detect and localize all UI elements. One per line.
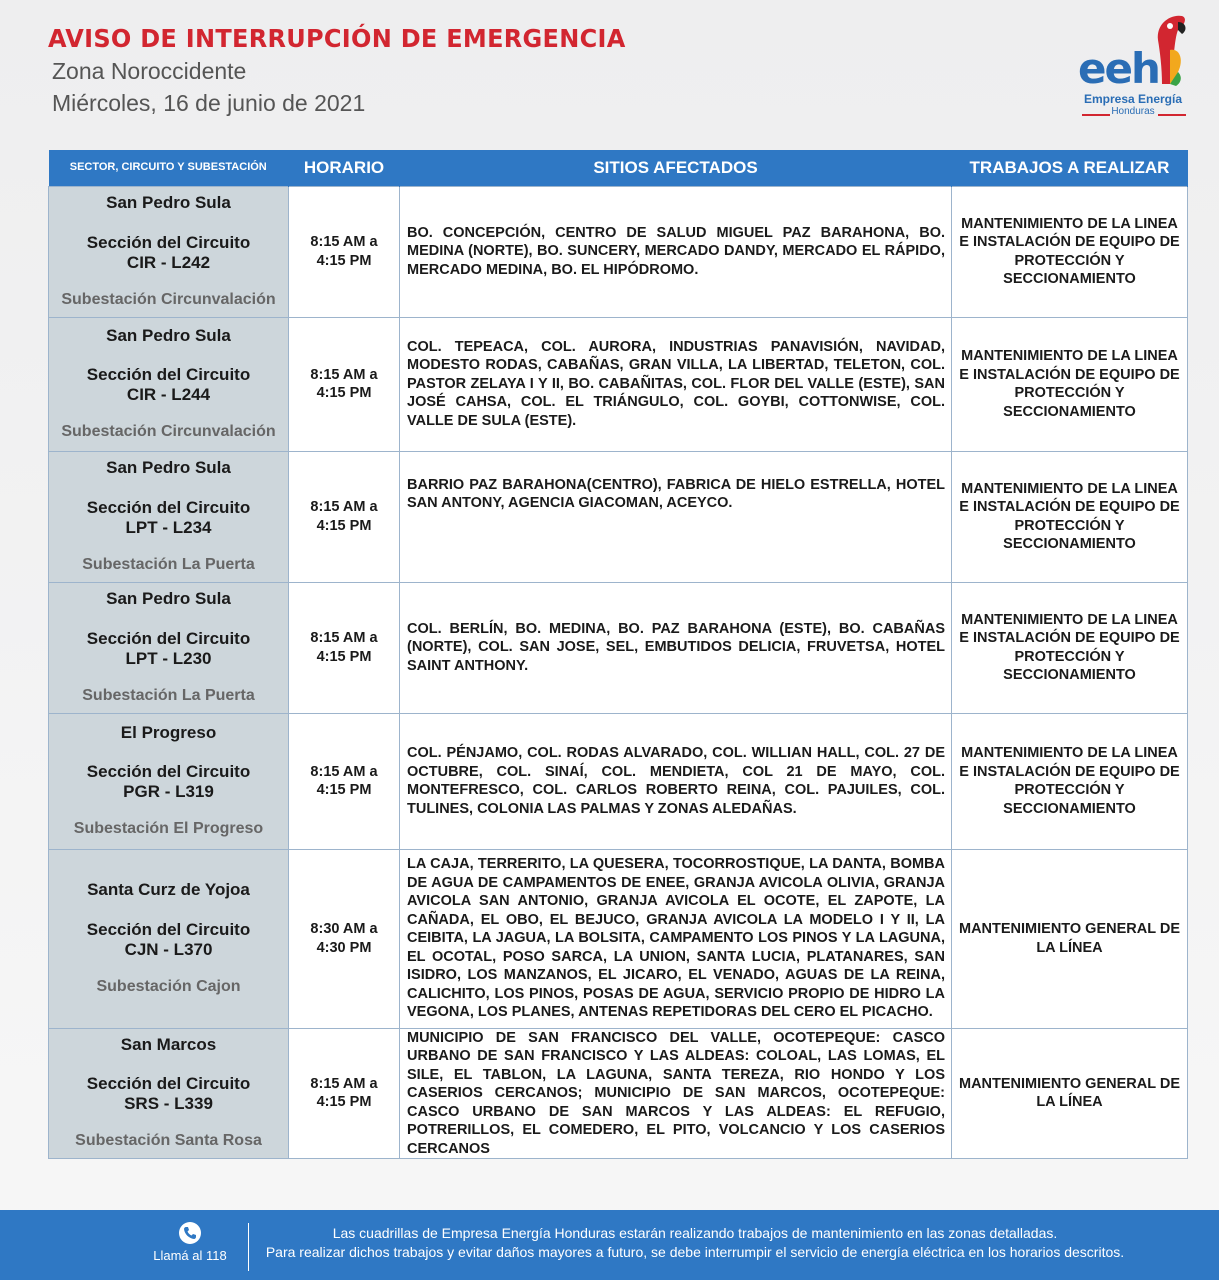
hours-start: 8:15 AM a — [310, 234, 378, 250]
hours-end: 4:30 PM — [316, 939, 372, 956]
circuit-section: Sección del Circuito — [86, 497, 251, 517]
work-cell: MANTENIMIENTO GENERAL DE LA LÍNEA — [952, 1028, 1188, 1159]
col-header-sites: SITIOS AFECTADOS — [400, 150, 952, 186]
sites-cell: COL. TEPEACA, COL. AURORA, INDUSTRIAS PANAVISIÓN, NAVIDAD, MODESTO RODAS, CABAÑAS, GRAN VILLA, LA LIBERTAD, TELETON, COL. PASTOR ZELAYA I Y II, BO. CABAÑITAS, COL. FLOR DEL VALLE (ESTE), SAN JOSÉ CAHSA, COL. EL TRIÁNGULO, COL. GOYBI, COTTONWISE, COL. VALLE DE SULA (ESTE). — [400, 317, 952, 451]
table-row — [49, 582, 1188, 713]
sector-cell — [49, 186, 289, 317]
table-row — [49, 186, 1188, 317]
hours-end: 4:15 PM — [316, 648, 372, 665]
sector-cell — [49, 582, 289, 713]
hours-cell — [289, 451, 400, 582]
hours-start: 8:15 AM a — [310, 499, 378, 515]
circuit-section: Sección del Circuito — [86, 232, 251, 252]
substation-name: Subestación La Puerta — [82, 555, 255, 573]
hours-cell — [289, 1028, 400, 1159]
sites-cell: COL. BERLÍN, BO. MEDINA, BO. PAZ BARAHONA (ESTE), BO. CABAÑAS (NORTE), COL. SAN JOSE, SEL, EMBUTIDOS DELICIA, FRUVETSA, HOTEL SAINT ANTHONY. — [400, 582, 952, 713]
sector-city: El Progreso — [120, 722, 217, 742]
hours-cell — [289, 186, 400, 317]
table-row — [49, 317, 1188, 451]
circuit-section: Sección del Circuito — [86, 762, 251, 781]
substation-name: Subestación La Puerta — [82, 686, 255, 704]
sites-cell: COL. PÉNJAMO, COL. RODAS ALVARADO, COL. WILLIAN HALL, COL. 27 DE OCTUBRE, COL. SINAÍ, COL. MENDIETA, COL 21 DE MAYO, COL. MONTEFRESCO, COL. CARLOS ROBERTO REINA, COL. PAJUILES, COL. TULINES, COLONIA LAS PALMAS Y ZONAS ALEDAÑAS. — [400, 713, 952, 849]
date-subtitle: Miércoles, 16 de junio de 2021 — [52, 90, 366, 116]
circuit-section: Sección del Circuito — [86, 1074, 251, 1094]
footer-banner — [0, 1210, 1219, 1280]
substation-name: Subestación El Progreso — [73, 820, 264, 837]
hours-start: 8:15 AM a — [310, 1075, 378, 1092]
sector-city: San Pedro Sula — [106, 325, 231, 345]
logo-wordmark: eeh — [1078, 44, 1159, 93]
logo-country: Honduras — [1111, 106, 1155, 117]
table-header-row — [49, 150, 1188, 186]
footer-divider — [248, 1223, 249, 1271]
circuit-code: PGR - L319 — [123, 782, 214, 801]
eeh-logo — [1070, 10, 1195, 118]
circuit-code: CIR - L242 — [126, 252, 211, 272]
sector-cell — [49, 317, 289, 451]
sector-city: San Marcos — [120, 1034, 217, 1054]
table-row — [49, 849, 1188, 1028]
table-row — [49, 1028, 1188, 1159]
substation-name: Subestación Circunvalación — [61, 290, 276, 308]
work-cell: MANTENIMIENTO GENERAL DE LA LÍNEA — [952, 849, 1188, 1028]
substation-name: Subestación Cajon — [96, 977, 241, 995]
circuit-section: Sección del Circuito — [86, 919, 251, 939]
sector-cell — [49, 713, 289, 849]
page-title: AVISO DE INTERRUPCIÓN DE EMERGENCIA — [48, 24, 626, 53]
phone-label: Llamá al 118 — [153, 1248, 227, 1263]
outage-table — [48, 150, 1188, 1159]
work-cell: MANTENIMIENTO DE LA LINEA E INSTALACIÓN DE EQUIPO DE PROTECCIÓN Y SECCIONAMIENTO — [952, 451, 1188, 582]
hours-end: 4:15 PM — [316, 517, 372, 534]
footer-line-2: Para realizar dichos trabajos y evitar daños mayores a futuro, se debe interrumpir el servicio de energía eléctrica en los horarios descritos. — [265, 1244, 1125, 1260]
circuit-code: SRS - L339 — [124, 1094, 213, 1114]
hours-start: 8:30 AM a — [310, 921, 378, 937]
table-row — [49, 713, 1188, 849]
col-header-work: TRABAJOS A REALIZAR — [952, 150, 1188, 186]
circuit-section: Sección del Circuito — [86, 365, 251, 384]
zone-subtitle: Zona Noroccidente — [52, 58, 247, 84]
hours-start: 8:15 AM a — [310, 630, 378, 646]
sites-cell: BO. CONCEPCIÓN, CENTRO DE SALUD MIGUEL PAZ BARAHONA, BO. MEDINA (NORTE), BO. SUNCERY, MERCADO DANDY, MERCADO EL RÁPIDO, MERCADO MEDINA, BO. EL HIPÓDROMO. — [400, 186, 952, 317]
sector-cell — [49, 451, 289, 582]
sector-city: San Pedro Sula — [106, 193, 231, 212]
sector-cell — [49, 1028, 289, 1159]
circuit-code: LPT - L234 — [125, 517, 212, 537]
table-row — [49, 451, 1188, 582]
footer-line-1: Las cuadrillas de Empresa Energía Honduras estarán realizando trabajos de mantenimiento en las zonas detalladas. — [332, 1225, 1058, 1241]
circuit-section: Sección del Circuito — [86, 628, 251, 648]
work-cell: MANTENIMIENTO DE LA LINEA E INSTALACIÓN DE EQUIPO DE PROTECCIÓN Y SECCIONAMIENTO — [952, 713, 1188, 849]
work-cell: MANTENIMIENTO DE LA LINEA E INSTALACIÓN DE EQUIPO DE PROTECCIÓN Y SECCIONAMIENTO — [952, 582, 1188, 713]
hours-start: 8:15 AM a — [310, 763, 378, 780]
hours-end: 4:15 PM — [316, 782, 372, 798]
circuit-code: CJN - L370 — [124, 939, 213, 959]
work-cell: MANTENIMIENTO DE LA LINEA E INSTALACIÓN DE EQUIPO DE PROTECCIÓN Y SECCIONAMIENTO — [952, 186, 1188, 317]
substation-name: Subestación Circunvalación — [61, 423, 276, 440]
col-header-sector: SECTOR, CIRCUITO Y SUBESTACIÓN — [49, 150, 289, 186]
hours-end: 4:15 PM — [316, 385, 372, 401]
logo-company-name: Empresa Energía — [1083, 92, 1183, 106]
work-cell: MANTENIMIENTO DE LA LINEA E INSTALACIÓN DE EQUIPO DE PROTECCIÓN Y SECCIONAMIENTO — [952, 317, 1188, 451]
sites-cell: LA CAJA, TERRERITO, LA QUESERA, TOCORROSTIQUE, LA DANTA, BOMBA DE AGUA DE CAMPAMENTOS DE ENEE, GRANJA AVICOLA OLIVIA, GRANJA AVICOLA SAN ANTONIO, GRANJA AVICOLA EL OCOTE, EL ZAPOTE, LA CAÑADA, EL OBO, EL BEJUCO, GRANJA AVICOLA LA MODELO I Y II, LA CEIBITA, LA JAGUA, LA BOLSITA, CAMPAMENTO LOS PINOS Y LA LAGUNA, EL OCOTAL, POSO SARCA, LA UNION, SANTA LUCIA, PLATANARES, SAN ISIDRO, LOS MANZANOS, EL JICARO, EL VENADO, AGUAS DE LA REINA, CALICHITO, LOS PINOS, POSAS DE AGUA, SERVICIO PROPIO DE HIDRO LA VEGONA, LOS PLANES, ANTENAS REPETIDORAS DEL CERO EL PICACHO. — [400, 849, 952, 1028]
hours-start: 8:15 AM a — [310, 366, 378, 383]
hours-end: 4:15 PM — [316, 1094, 372, 1111]
sites-cell: MUNICIPIO DE SAN FRANCISCO DEL VALLE, OCOTEPEQUE: CASCO URBANO DE SAN FRANCISCO Y LAS ALDEAS: COLOAL, LAS LOMAS, EL SILE, EL TABLON, LA LAGUNA, SANTA TEREZA, RIO HONDO Y LOS CASERIOS CERCANOS; MUNICIPIO DE SAN MARCOS, OCOTEPEQUE: CASCO URBANO DE SAN MARCOS Y LAS ALDEAS: EL REFUGIO, POTRERILLOS, EL COMEDERO, EL PITO, VOLCANCIO Y LOS CASERIOS CERCANOS — [400, 1028, 952, 1159]
circuit-code: CIR - L244 — [126, 385, 211, 404]
hours-cell — [289, 317, 400, 451]
substation-name: Subestación Santa Rosa — [75, 1132, 262, 1150]
hours-cell — [289, 713, 400, 849]
sector-city: San Pedro Sula — [106, 458, 231, 477]
sector-city: Santa Curz de Yojoa — [87, 880, 250, 899]
circuit-code: LPT - L230 — [125, 648, 212, 668]
sites-cell: BARRIO PAZ BARAHONA(CENTRO), FABRICA DE HIELO ESTRELLA, HOTEL SAN ANTONY, AGENCIA GIACOMAN, ACEYCO. — [400, 451, 952, 582]
footer-notice — [255, 1224, 1135, 1262]
col-header-hours: HORARIO — [289, 150, 400, 186]
hours-cell — [289, 849, 400, 1028]
phone-icon[interactable] — [179, 1222, 201, 1244]
sector-city: San Pedro Sula — [106, 589, 231, 608]
hours-cell — [289, 582, 400, 713]
hours-end: 4:15 PM — [316, 252, 372, 269]
sector-cell — [49, 849, 289, 1028]
